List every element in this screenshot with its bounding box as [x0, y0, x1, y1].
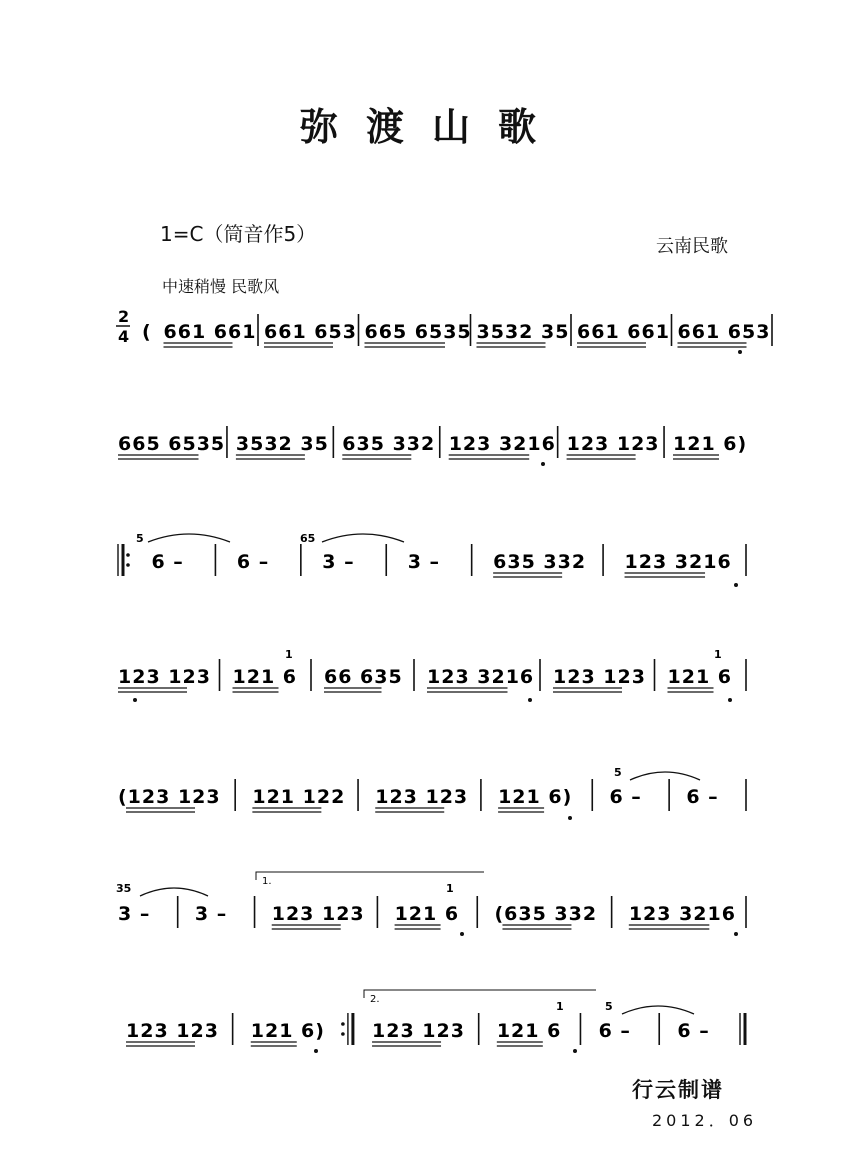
measure-notes: 665 6535	[364, 321, 472, 343]
measure-notes: 121 6)	[498, 786, 573, 808]
score-row	[126, 1013, 745, 1046]
repeat-dot	[126, 563, 130, 567]
octave-dot	[541, 462, 545, 466]
measure-notes: 121 6	[496, 1020, 562, 1042]
score-rows	[118, 314, 772, 1046]
slur-arc	[140, 888, 208, 896]
song-title: 弥渡山歌	[299, 104, 564, 149]
slur-arc	[148, 534, 230, 542]
volta-1-bracket	[256, 872, 484, 880]
octave-dot	[528, 698, 532, 702]
octave-dot	[573, 1049, 577, 1053]
grace-note: 5	[614, 766, 622, 779]
score-row	[118, 426, 747, 459]
grace-note: 5	[136, 532, 144, 545]
measure-notes: 6 –	[609, 786, 642, 808]
score-row	[142, 314, 772, 347]
volta-2-bracket	[364, 990, 596, 998]
measure-notes: 661 653	[264, 321, 357, 343]
octave-dot	[133, 698, 137, 702]
score-markings	[116, 350, 742, 1053]
score-row	[118, 779, 746, 812]
measure-notes: 123 3216	[448, 433, 556, 455]
measure-notes: 123 3216	[628, 903, 736, 925]
octave-dot	[728, 698, 732, 702]
slur-arc	[322, 534, 404, 542]
measure-notes: 123 123	[372, 1020, 465, 1042]
song-origin: 云南民歌	[656, 236, 728, 257]
measure-notes: 121 122	[252, 786, 346, 808]
measure-notes: (	[142, 321, 152, 343]
measure-notes: 6 –	[677, 1020, 710, 1042]
measure-notes: 123 123	[126, 1020, 219, 1042]
measure-notes: 6 –	[686, 786, 719, 808]
grace-note: 1	[556, 1000, 564, 1013]
measure-notes: 123 123	[271, 903, 365, 925]
grace-note: 5	[605, 1000, 613, 1013]
volta-1-bracket-label: 1.	[262, 876, 272, 887]
repeat-dot	[126, 553, 130, 557]
measure-notes: 3 –	[194, 903, 228, 925]
repeat-dot	[341, 1022, 345, 1026]
measure-notes: (635 332	[494, 903, 598, 925]
measure-notes: 121 6	[232, 666, 297, 688]
time-signature-top: 2	[118, 307, 130, 326]
octave-dot	[734, 932, 738, 936]
grace-note: 35	[116, 882, 132, 895]
measure-notes: 3 –	[118, 903, 151, 925]
grace-note: 1	[714, 648, 722, 661]
measure-notes: 635 332	[493, 551, 587, 573]
measure-notes: 6 –	[151, 551, 184, 573]
measure-notes: 3 –	[407, 551, 441, 573]
measure-notes: 3532 35	[476, 321, 570, 343]
measure-notes: 661 661	[577, 321, 670, 343]
octave-dot	[568, 816, 572, 820]
volta-2-bracket-label: 2.	[370, 994, 380, 1005]
measure-notes: 121 6	[394, 903, 460, 925]
measure-notes: 123 3216	[624, 551, 732, 573]
measure-notes: 121 6)	[673, 433, 748, 455]
score-row	[118, 896, 746, 929]
measure-notes: 3532 35	[235, 433, 329, 455]
score-maker: 行云制谱	[632, 1078, 724, 1102]
measure-notes: 123 123	[118, 666, 211, 688]
score-row	[118, 544, 746, 577]
measure-notes: (123 123	[118, 786, 221, 808]
grace-note: 65	[300, 532, 316, 545]
measure-notes: 66 635	[324, 666, 403, 688]
octave-dot	[734, 583, 738, 587]
octave-dot	[460, 932, 464, 936]
measure-notes: 6 –	[598, 1020, 631, 1042]
measure-notes: 635 332	[342, 433, 436, 455]
measure-notes: 123 123	[375, 786, 469, 808]
score-row	[118, 659, 746, 692]
grace-note: 1	[285, 648, 293, 661]
octave-dot	[738, 350, 742, 354]
grace-note: 1	[446, 882, 454, 895]
key-signature: 1=C（筒音作5）	[160, 222, 317, 246]
measure-notes: 121 6	[667, 666, 732, 688]
measure-notes: 665 6535	[118, 433, 226, 455]
measure-notes: 123 3216	[427, 666, 535, 688]
measure-notes: 123 123	[566, 433, 660, 455]
measure-notes: 121 6)	[250, 1020, 325, 1042]
measure-notes: 661 653	[677, 321, 771, 343]
measure-notes: 3 –	[322, 551, 355, 573]
slur-arc	[630, 772, 700, 780]
measure-notes: 123 123	[553, 666, 646, 688]
slur-arc	[622, 1006, 694, 1014]
octave-dot	[314, 1049, 318, 1053]
time-signature-bottom: 4	[118, 327, 130, 346]
score-date: 2012．06	[652, 1111, 758, 1130]
measure-notes: 6 –	[236, 551, 270, 573]
tempo-marking: 中速稍慢 民歌风	[162, 277, 280, 296]
measure-notes: 661 661	[163, 321, 257, 343]
repeat-dot	[341, 1032, 345, 1036]
